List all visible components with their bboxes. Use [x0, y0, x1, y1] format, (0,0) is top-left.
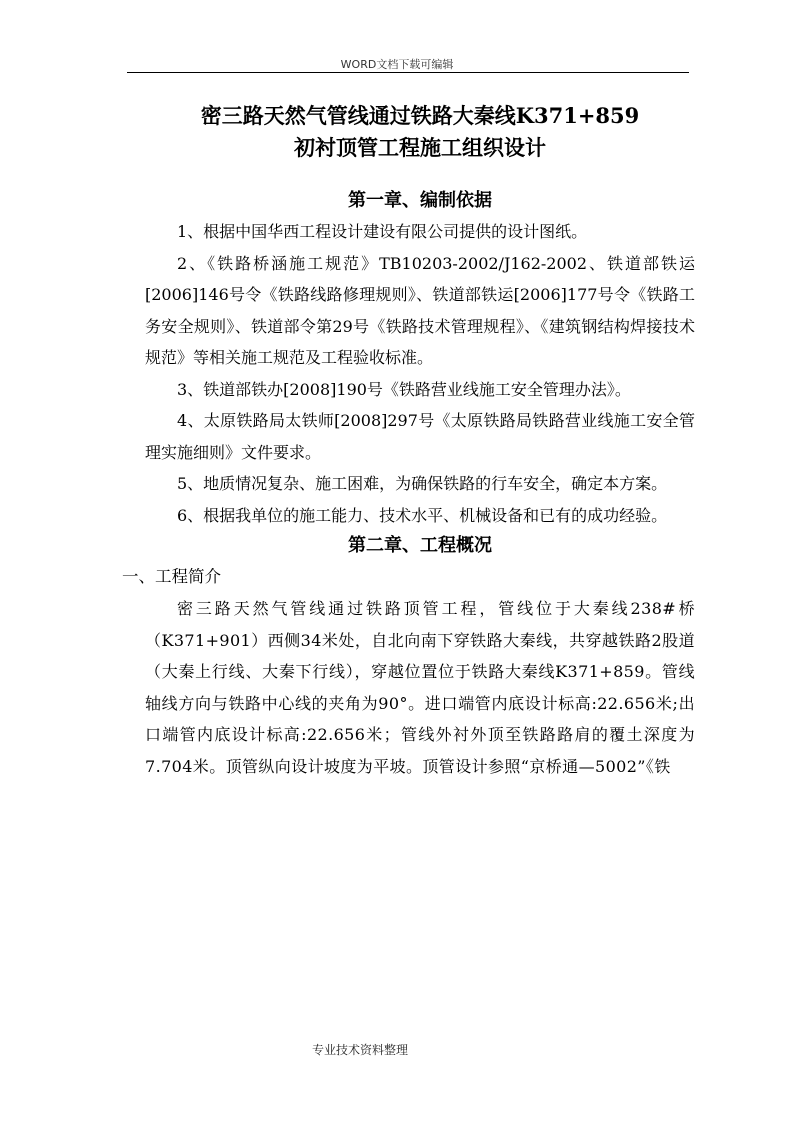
basis-item-1: 1、根据中国华西工程设计建设有限公司提供的设计图纸。	[177, 222, 588, 241]
section-1-heading: 一、工程简介	[122, 567, 221, 586]
page-footer: 专业技术资料整理	[312, 1043, 409, 1057]
page-header: WORD文档下载可编辑	[340, 58, 454, 71]
chapter-2-heading: 第二章、工程概况	[348, 535, 492, 556]
document-title-line-1: 密三路天然气管线通过铁路大秦线K371+859	[200, 103, 640, 128]
document-body	[122, 100, 695, 782]
basis-item-4: 4、太原铁路局太铁师[2008]297号《太原铁路局铁路营业线施工安全管理实施细则》文件要求。	[145, 411, 695, 462]
header-divider	[127, 72, 689, 73]
document-title-line-2: 初衬顶管工程施工组织设计	[294, 135, 546, 160]
basis-item-3: 3、铁道部铁办[2008]190号《铁路营业线施工安全管理办法》。	[177, 379, 631, 399]
project-intro-paragraph: 密三路天然气管线通过铁路顶管工程，管线位于大秦线238#桥（K371+901）西侧34米处，自北向南下穿铁路大秦线，共穿越铁路2股道（大秦上行线、大秦下行线），穿越位置位于铁路大秦线K371+859。管线轴线方向与铁路中心线的夹角为90°。进口端管内底设计标高:22.656米;出口端管内底设计标高:22.656米；管线外衬外顶至铁路路肩的覆土深度为7.704米。顶管纵向设计坡度为平坡。顶管设计参照“京桥通—5002”《铁	[145, 599, 695, 776]
basis-item-2: 2、《铁路桥涵施工规范》TB10203-2002/J162-2002、铁道部铁运[2006]146号令《铁路线路修理规则》、铁道部铁运[2006]177号令《铁路工务安全规则》、铁道部令第29号《铁路技术管理规程》、《建筑钢结构焊接技术规范》等相关施工规范及工程验收标准。	[145, 253, 695, 367]
chapter-1-heading: 第一章、编制依据	[348, 190, 492, 211]
basis-item-5: 5、地质情况复杂、施工困难，为确保铁路的行车安全，确定本方案。	[177, 474, 668, 493]
basis-item-6: 6、根据我单位的施工能力、技术水平、机械设备和已有的成功经验。	[177, 505, 668, 525]
